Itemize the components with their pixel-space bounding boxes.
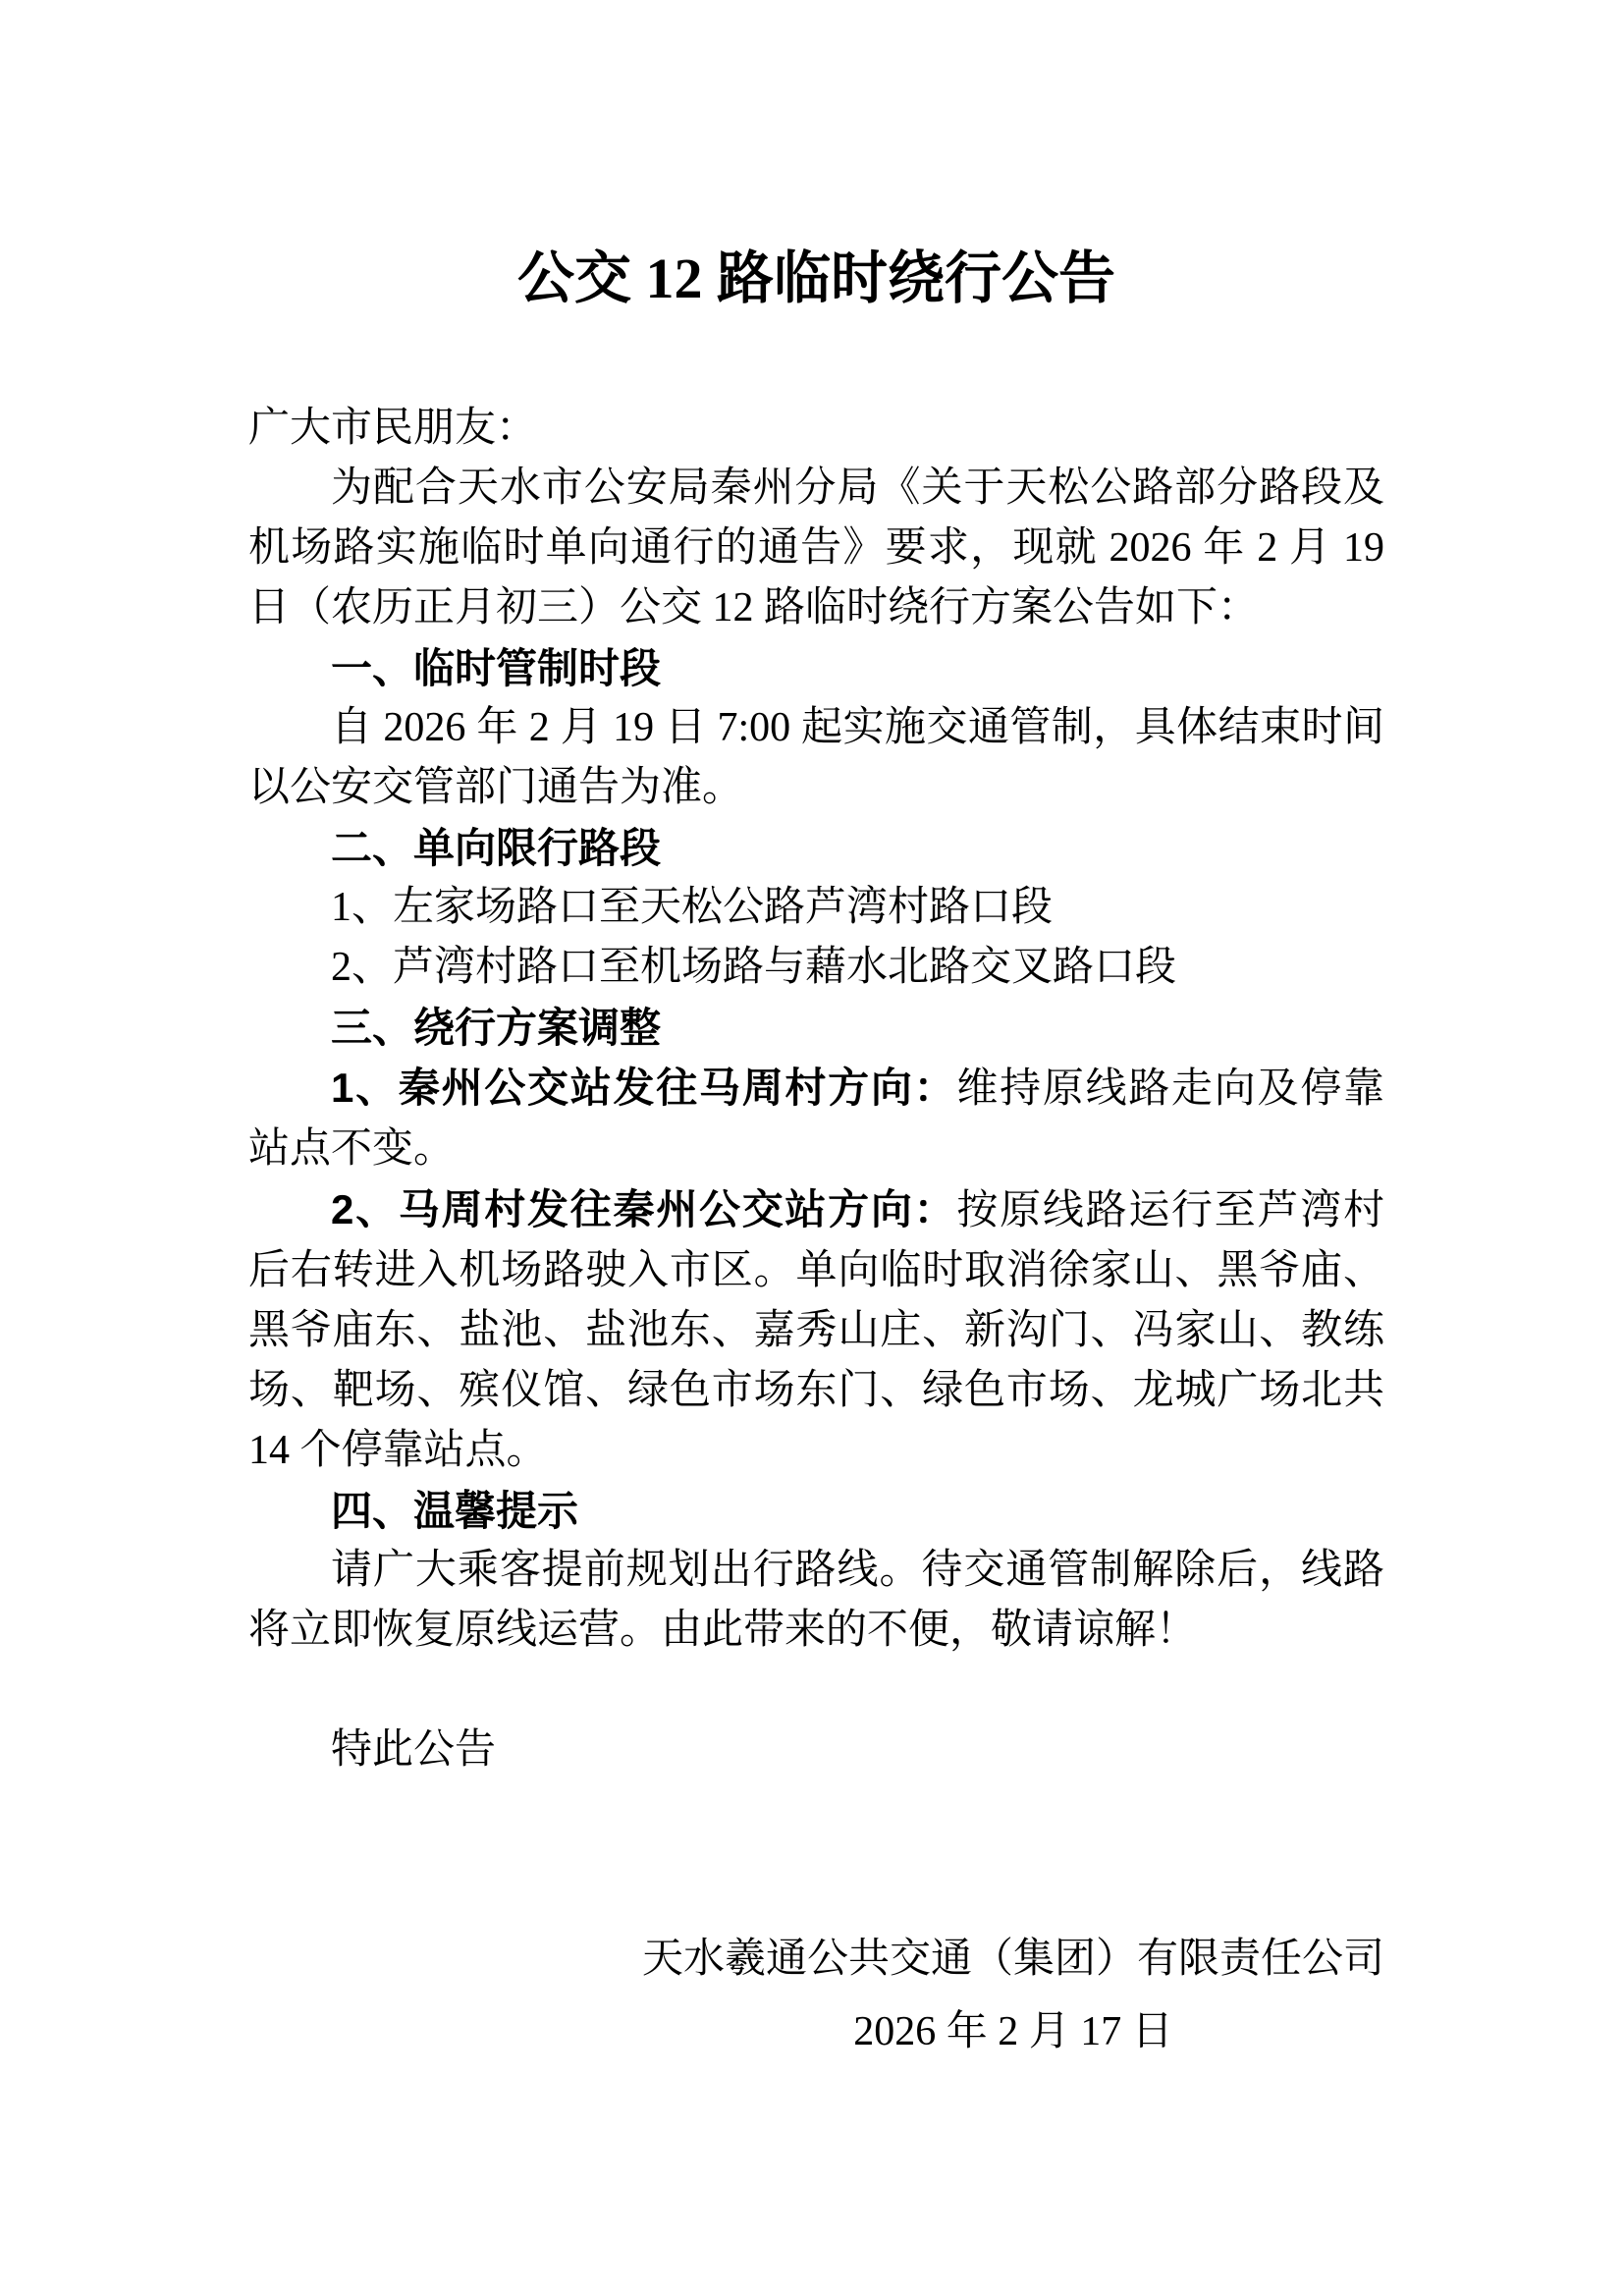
document-title: 公交 12 路临时绕行公告: [516, 246, 1115, 310]
signature-company: 天水羲通公共交通（集团）有限责任公司: [641, 1937, 1384, 1982]
detour-entry-1: [248, 1058, 1384, 1179]
detour-entry-2-text: 按原线路运行至芦湾村后右转进入机场路驶入市区。单向临时取消徐家山、黑爷庙、黑爷庙东、盐池、盐池东、嘉秀山庄、新沟门、冯家山、教练场、靶场、殡仪馆、绿色市场东门、绿色市场、龙城广场北共 14 个停靠站点。: [248, 1188, 1384, 1473]
section-1-heading: 一、临时管制时段: [331, 645, 662, 691]
restricted-segment-item-1: 1、左家场路口至天松公路芦湾村路口段: [331, 885, 1054, 930]
salutation: 广大市民朋友：: [248, 406, 538, 451]
signature-date: 2026 年 2 月 17 日: [853, 2009, 1173, 2054]
detour-entry-2-lead: 2、马周村发往秦州公交站方向：: [331, 1186, 957, 1232]
section-1-paragraph: 自 2026 年 2 月 19 日 7:00 起实施交通管制，具体结束时间以公安交管部门通告为准。: [248, 705, 1384, 810]
section-3-heading: 三、绕行方案调整: [331, 1005, 662, 1051]
restricted-segment-item-2: 2、芦湾村路口至机场路与藉水北路交叉路口段: [331, 945, 1177, 990]
detour-entry-1-text: 维持原线路走向及停靠站点不变。: [248, 1066, 1384, 1172]
section-4-paragraph: 请广大乘客提前规划出行路线。待交通管制解除后，线路将立即恢复原线运营。由此带来的不便，敬请谅解！: [248, 1548, 1384, 1653]
section-2-heading: 二、单向限行路段: [331, 825, 662, 871]
intro-paragraph: 为配合天水市公安局秦州分局《关于天松公路部分路段及机场路实施临时单向通行的通告》要求，现就 2026 年 2 月 19 日（农历正月初三）公交 12 路临时绕行方案公告如下：: [248, 465, 1384, 630]
closing-phrase: 特此公告: [331, 1727, 497, 1773]
signature-block: [248, 1930, 1384, 2062]
detour-entry-1-lead: 1、秦州公交站发往马周村方向：: [331, 1065, 957, 1111]
detour-entry-2: [248, 1179, 1384, 1481]
section-4-heading: 四、温馨提示: [331, 1488, 579, 1534]
